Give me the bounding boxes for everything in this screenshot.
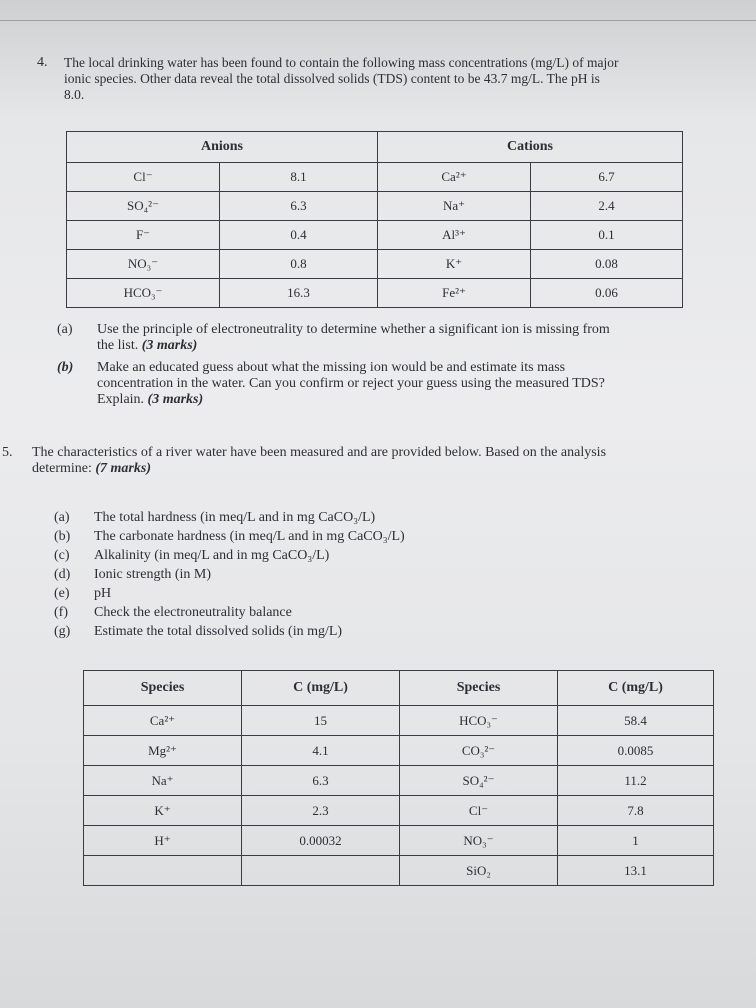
list-item [54, 510, 70, 526]
marks-label: (7 marks) [95, 461, 151, 476]
question-5-intro-line: determine: [32, 461, 92, 476]
table-row [84, 796, 714, 826]
item-label: (f) [54, 605, 68, 620]
part-label: (b) [57, 360, 74, 375]
species-header: Species [400, 671, 558, 706]
list-item-text: Estimate the total dissolved solids (in mg/L) [94, 624, 343, 639]
cations-header: Cations [378, 132, 683, 163]
species-cell: CO₃²⁻ [400, 736, 558, 766]
value-cell: 1 [558, 826, 714, 856]
species-cell: Mg²⁺ [84, 736, 242, 766]
table-row [84, 706, 714, 736]
cation-value-cell: 2.4 [531, 192, 683, 221]
table-row [84, 856, 714, 886]
list-item [54, 529, 70, 545]
cation-value-cell: 6.7 [531, 163, 683, 192]
table-row [67, 250, 683, 279]
value-cell: 7.8 [558, 796, 714, 826]
part-text-line: Use the principle of electroneutrality to determine whether a significant ion is missing from [97, 322, 610, 337]
item-label: (a) [54, 510, 70, 525]
table-header-row [84, 671, 714, 706]
part-text-line: Explain. [97, 392, 145, 407]
cation-cell: K⁺ [378, 250, 531, 279]
list-item [54, 548, 70, 564]
anions-header: Anions [67, 132, 378, 163]
table-row [67, 221, 683, 250]
value-cell: 2.3 [242, 796, 400, 826]
value-cell: 13.1 [558, 856, 714, 886]
anion-cell: SO₄²⁻ [67, 192, 220, 221]
list-item [54, 586, 70, 602]
species-cell: HCO₃⁻ [400, 706, 558, 736]
cation-cell: Na⁺ [378, 192, 531, 221]
value-cell: 58.4 [558, 706, 714, 736]
concentration-header: C (mg/L) [558, 671, 714, 706]
question-4-intro-line: 8.0. [64, 87, 85, 102]
marks-label: (3 marks) [141, 338, 198, 353]
cation-value-cell: 0.1 [531, 221, 683, 250]
species-cell: SiO₂ [400, 856, 558, 886]
table-row [67, 279, 683, 308]
cation-cell: Ca²⁺ [378, 163, 531, 192]
marks-label: (3 marks) [147, 392, 204, 407]
list-item-text: Check the electroneutrality balance [94, 605, 292, 620]
list-item-text: pH [94, 586, 112, 601]
item-label: (d) [54, 567, 71, 582]
species-cell: Na⁺ [84, 766, 242, 796]
table-row [84, 826, 714, 856]
value-cell: 15 [242, 706, 400, 736]
species-cell: NO₃⁻ [400, 826, 558, 856]
anion-value-cell: 16.3 [220, 279, 378, 308]
table-header-row [67, 132, 683, 163]
part-label: (a) [57, 322, 73, 337]
anion-cell: NO₃⁻ [67, 250, 220, 279]
table-row [84, 766, 714, 796]
list-item [54, 567, 70, 583]
species-cell [84, 856, 242, 886]
species-cell: Ca²⁺ [84, 706, 242, 736]
anion-value-cell: 0.4 [220, 221, 378, 250]
ion-concentration-table [66, 131, 683, 308]
species-cell: Cl⁻ [400, 796, 558, 826]
species-cell: SO₄²⁻ [400, 766, 558, 796]
anion-value-cell: 0.8 [220, 250, 378, 279]
value-cell [242, 856, 400, 886]
species-header: Species [84, 671, 242, 706]
list-item-text: The total hardness (in meq/L and in mg CaCO₃/L) [94, 510, 376, 525]
item-label: (b) [54, 529, 71, 544]
cation-cell: Fe²⁺ [378, 279, 531, 308]
list-item [54, 605, 68, 621]
concentration-header: C (mg/L) [242, 671, 400, 706]
table-row [67, 192, 683, 221]
part-text-line: the list. [97, 338, 139, 353]
anion-value-cell: 8.1 [220, 163, 378, 192]
value-cell: 11.2 [558, 766, 714, 796]
part-text-line: Make an educated guess about what the missing ion would be and estimate its mass [97, 360, 566, 375]
question-5-intro-line: The characteristics of a river water have been measured and are provided below. Based on the analysis [32, 445, 607, 460]
question-4-intro-line: ionic species. Other data reveal the total dissolved solids (TDS) content to be 43.7 mg/L. The pH is [64, 71, 600, 86]
part-text-line: concentration in the water. Can you confirm or reject your guess using the measured TDS? [97, 376, 605, 391]
list-item-text: Alkalinity (in meq/L and in mg CaCO₃/L) [94, 548, 330, 563]
cation-value-cell: 0.06 [531, 279, 683, 308]
item-label: (e) [54, 586, 70, 601]
page-top-edge [0, 20, 756, 21]
anion-value-cell: 6.3 [220, 192, 378, 221]
species-cell: H⁺ [84, 826, 242, 856]
list-item-text: Ionic strength (in M) [94, 567, 212, 582]
question-4-number: 4. [37, 55, 48, 70]
value-cell: 6.3 [242, 766, 400, 796]
cation-cell: Al³⁺ [378, 221, 531, 250]
list-item [54, 624, 70, 640]
anion-cell: HCO₃⁻ [67, 279, 220, 308]
cation-value-cell: 0.08 [531, 250, 683, 279]
question-5-number: 5. [2, 445, 13, 460]
river-water-table [83, 670, 714, 886]
item-label: (g) [54, 624, 71, 639]
value-cell: 0.0085 [558, 736, 714, 766]
value-cell: 4.1 [242, 736, 400, 766]
table-row [67, 163, 683, 192]
species-cell: K⁺ [84, 796, 242, 826]
anion-cell: F⁻ [67, 221, 220, 250]
question-4-intro-line: The local drinking water has been found to contain the following mass concentrations (mg/L) of major [64, 55, 619, 70]
question-5-intro [32, 445, 712, 477]
list-item-text: The carbonate hardness (in meq/L and in mg CaCO₃/L) [94, 529, 405, 544]
anion-cell: Cl⁻ [67, 163, 220, 192]
table-row [84, 736, 714, 766]
value-cell: 0.00032 [242, 826, 400, 856]
item-label: (c) [54, 548, 70, 563]
question-4-intro [64, 55, 704, 103]
